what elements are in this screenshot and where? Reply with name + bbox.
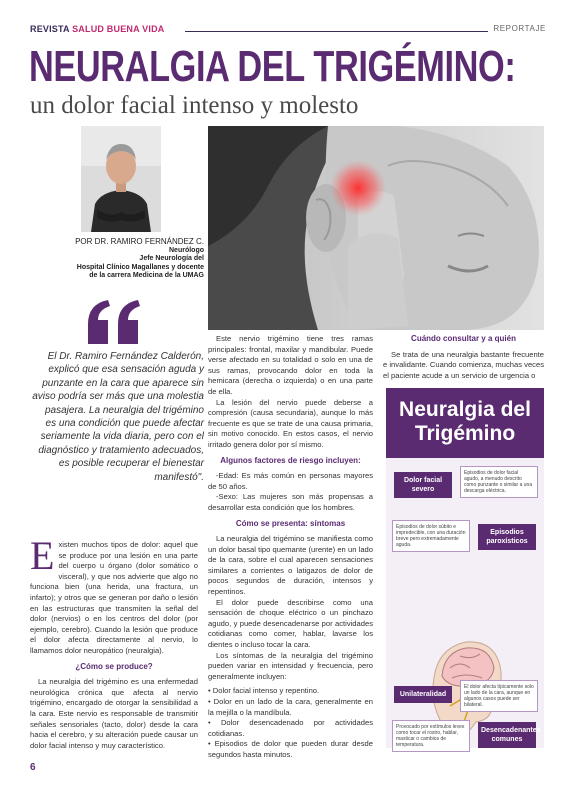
section-label: REPORTAJE [493,24,546,33]
subhead-sintomas: Cómo se presenta: síntomas [235,518,346,528]
subhead-factores-riesgo: Algunos factores de riesgo incluyen: [220,455,361,465]
paragraph: Este nervio trigémino tiene tres ramas principales: frontal, maxilar y mandibular. Puede verse afectado en su totalidad o solo en una de sus ramas, provocando dolor en toda la hemicara (derecha o izquierda) o en una parte de ella. [208,334,373,396]
paragraph: La lesión del nervio puede deberse a compresión (causa secundaria), aunque lo más frecuente es que se trate de una causa primaria, sin motivo conocido. En estos casos, el nervio irritado genera dolor por sí mismo. [208,397,373,449]
text-episodios-paroxisticos: Episodios de dolor súbito e impredecible, con una duración breve pero extremadamente aguda. [392,520,470,552]
column-2 [208,334,373,761]
infographic-body [386,458,544,748]
text-desencadenantes: Provocado por estímulos leves como tocar el rostro, hablar, masticar o cambios de temperatura. [392,720,470,752]
page-header [30,24,546,38]
quotation-mark-icon [84,298,144,346]
hero-photo-woman-facial-pain [208,126,544,330]
paragraph: El dolor puede describirse como una sensación de choque eléctrico o un pinchazo agudo, y puede desencadenarse por actividades cotidianas como comer, hablar, lavarse los dientes o incluso tocar la cara. [208,597,373,650]
author-role-2: Jefe Neurología del [139,255,204,262]
paragraph: -Edad: Es más común en personas mayores de 50 años. [208,471,373,491]
text-dolor-facial-severo: Episodios de dolor facial agudo, a menudo descrito como punzante o similar a una descarga eléctrica. [460,466,538,498]
label-episodios-paroxisticos: Episodios paroxísticos [478,524,536,550]
article-subtitle: un dolor facial intenso y molesto [30,92,359,119]
infographic-header [386,388,544,458]
pull-quote: El Dr. Ramiro Fernández Calderón, explicó que esa sensación aguda y punzante en la cara que aparece sin aviso podría ser más que una molestia pasajera. La neuralgia del trigémino es una condición que puede afectar seriamente la vida diaria, pero con el diagnóstico y tratamiento adecuados, es posible recuperar el bienestar manifestó". [32,351,204,483]
subhead-como-se-produce: ¿Cómo se produce? [75,661,153,671]
subhead-cuando-consultar: Cuándo consultar y a quién [411,334,516,343]
infographic-title [386,398,544,446]
infographic-title-line2: Trigémino [414,422,516,445]
author-role-4: de la carrera Medicina de la UMAG [89,272,204,279]
label-unilateralidad: Unilateralidad [394,686,452,703]
infographic [386,388,544,748]
magazine-title-part1: REVISTA [30,24,70,34]
bullet-item: • Dolor en un lado de la cara, generalmente en la mejilla o la mandíbula. [208,697,373,717]
column-3 [383,334,544,381]
paragraph: -Sexo: Las mujeres son más propensas a desarrollar esta condición que los hombres. [208,492,373,512]
header-divider [185,31,488,32]
paragraph: La neuralgia del trigémino se manifiesta como un dolor basal tipo quemante (urente) en un lado de la cara, sobre el cual aparecen sensaciones similares a corrientes o latigazos de dolor de pocos segundos de duración, intensos y repentinos. [208,534,373,597]
intro-text: xisten muchos tipos de dolor: aquel que se produce por una lesión en una parte del cuerpo u órgano (dolor somático o visceral), y que nos advierte que algo no funciona bien (una herida, una fractura, un infarto); y otros que se generan por daño o lesión en las estructuras que transmiten la señal del dolor (nervios) o en los centros del dolor (por ejemplo, cerebro). Cuando la lesión que produce el dolor afecta directamente al nervio, lo llamamos dolor neuropático (neuralgia). [30,540,198,655]
label-desencadenantes: Desencadenantes comunes [478,722,536,748]
author-byline [32,238,204,281]
label-dolor-facial-severo: Dolor facial severo [394,472,452,498]
author-photo [81,126,161,232]
author-role-3: Hospital Clínico Magallanes y docente [76,263,204,271]
bullet-item: • Dolor facial intenso y repentino. [208,686,320,696]
article-title: NEURALGIA DEL TRIGÉMINO: [29,42,516,91]
paragraph: La neuralgia del trigémino es una enfermedad neurológica crónica que afecta al nervio trigémino, encargado de otorgar la sensibilidad a la cara. Este nervio es responsable de transmitir señales sensoriales (tacto, dolor) desde la cara hacia el cerebro, y su alteración puede causar un dolor facial intenso y muy característico. [30,677,198,750]
paragraph: Los síntomas de la neuralgia del trigémino pueden variar en intensidad y frecuencia, pero generalmente incluyen: [208,650,373,681]
text-unilateralidad: El dolor afecta típicamente solo un lado de la cara, aunque en algunos casos puede ser bilateral. [460,680,538,712]
infographic-title-line1: Neuralgia del [399,398,531,421]
bullet-item: • Dolor desencadenado por actividades cotidianas. [208,718,373,738]
author-name: POR DR. RAMIRO FERNÁNDEZ C. [75,237,204,246]
column-1 [30,533,198,751]
bullet-item: • Episodios de dolor que pueden durar desde segundos hasta minutos. [208,739,373,759]
drop-cap: E [30,533,55,578]
magazine-title [30,24,164,34]
intro-paragraph [30,533,198,657]
page-number: 6 [30,762,36,773]
author-role-1: Neurólogo [169,246,204,254]
paragraph: Se trata de una neuralgia bastante frecuente e invalidante. Cuando comienza, muchas veces el paciente acude a un servicio de urgencia o [383,349,544,380]
magazine-title-part2: SALUD BUENA VIDA [72,24,165,34]
